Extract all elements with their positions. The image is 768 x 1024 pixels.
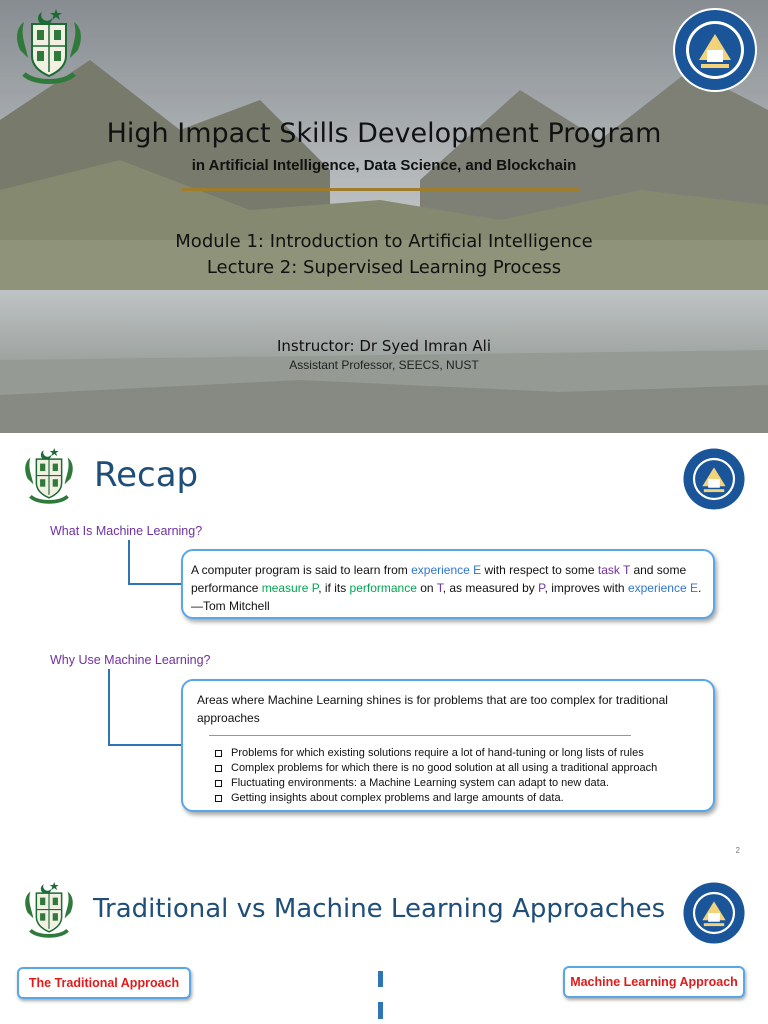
- traditional-approach-label: The Traditional Approach: [17, 967, 191, 999]
- why-ml-box: [181, 679, 715, 812]
- list-item: Fluctuating environments: a Machine Learning system can adapt to new data.: [215, 776, 699, 791]
- government-emblem-icon: [20, 879, 78, 943]
- checkbox-bullet-icon: [215, 750, 222, 757]
- lecture-title: Lecture 2: Supervised Learning Process: [206, 257, 562, 278]
- divider-dash: [378, 1002, 383, 1019]
- question-why-use-ml: Why Use Machine Learning?: [50, 653, 211, 667]
- slide-title: Recap: [94, 455, 199, 495]
- slide-title: Traditional vs Machine Learning Approaches: [93, 894, 666, 924]
- title-slide: [0, 0, 768, 433]
- nust-logo-icon: [682, 881, 746, 945]
- nust-logo-icon: [682, 447, 746, 511]
- why-ml-list: [197, 746, 699, 806]
- module-title: Module 1: Introduction to Artificial Intelligence: [175, 231, 593, 252]
- why-ml-heading: Areas where Machine Learning shines is for problems that are too complex for traditional approaches: [197, 693, 668, 725]
- page-number: 2: [735, 846, 740, 855]
- list-item: Complex problems for which there is no good solution at all using a traditional approach: [215, 761, 699, 776]
- ml-definition-box: A computer program is said to learn from experience E with respect to some task T and some performance measure P, if its performance on T, as measured by P, improves with experience E. —Tom Mitchell: [181, 549, 715, 619]
- divider: [209, 735, 631, 736]
- list-item: Problems for which existing solutions require a lot of hand-tuning or long lists of rules: [215, 746, 699, 761]
- government-emblem-icon: [10, 6, 88, 90]
- question-what-is-ml: What Is Machine Learning?: [50, 524, 203, 538]
- recap-slide: [0, 433, 768, 865]
- checkbox-bullet-icon: [215, 780, 222, 787]
- government-emblem-icon: [20, 445, 78, 509]
- connector-line: [108, 669, 181, 746]
- comparison-slide: [0, 865, 768, 1024]
- instructor-name: Instructor: Dr Syed Imran Ali: [277, 337, 491, 355]
- nust-logo-icon: [671, 6, 759, 94]
- instructor-role: Assistant Professor, SEECS, NUST: [289, 358, 479, 372]
- divider-dash: [378, 971, 383, 987]
- checkbox-bullet-icon: [215, 795, 222, 802]
- program-subtitle: in Artificial Intelligence, Data Science, and Blockchain: [191, 157, 577, 174]
- program-title: High Impact Skills Development Program: [106, 118, 662, 149]
- title-divider: [182, 188, 580, 191]
- list-item: Getting insights about complex problems and large amounts of data.: [215, 791, 699, 806]
- ml-approach-label: Machine Learning Approach: [563, 966, 745, 998]
- connector-line: [128, 540, 181, 585]
- checkbox-bullet-icon: [215, 765, 222, 772]
